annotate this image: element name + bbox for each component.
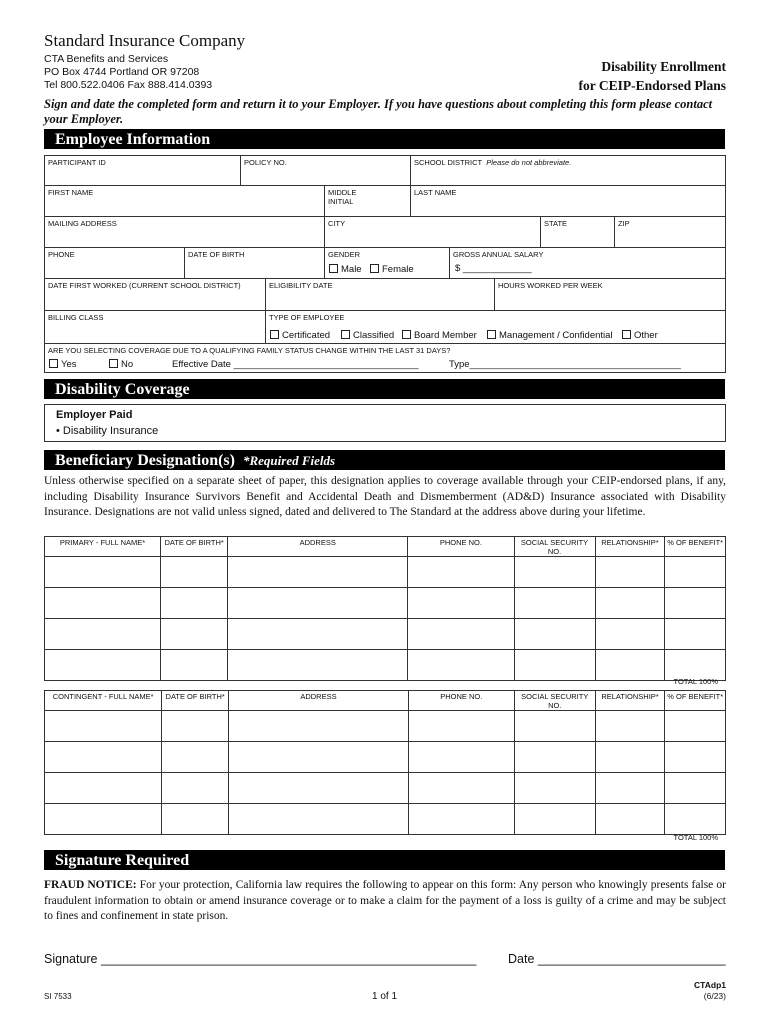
billing-class-field[interactable]: [44, 310, 266, 344]
column-header: SOCIAL SECURITY NO.: [514, 537, 595, 557]
dob-label: DATE OF BIRTH: [188, 250, 245, 259]
table-row[interactable]: [45, 557, 726, 588]
middle-initial-label: MIDDLE INITIAL: [328, 188, 357, 206]
instructions: Sign and date the completed form and return it to your Employer. If you have questions about completing this form please contact your Employer.: [44, 97, 713, 126]
gender-male-option[interactable]: Male: [329, 264, 362, 275]
form-number: SI 7533: [44, 992, 72, 1001]
column-header: % OF BENEFIT*: [665, 691, 726, 711]
type-field[interactable]: Type________________________________________: [449, 359, 681, 370]
date-first-worked-label: DATE FIRST WORKED (CURRENT SCHOOL DISTRICT): [48, 281, 241, 290]
form-title-line: for CEIP-Endorsed Plans: [578, 78, 726, 93]
signature-line[interactable]: Signature ______________________________________________________: [44, 952, 477, 966]
phone-label: PHONE: [48, 250, 75, 259]
policy-no-field[interactable]: [240, 155, 411, 186]
contingent-beneficiary-table: [44, 690, 726, 835]
table-row[interactable]: [45, 711, 726, 742]
first-name-field[interactable]: [44, 185, 325, 217]
participant-id-label: PARTICIPANT ID: [48, 158, 106, 167]
address-line: CTA Benefits and Services: [44, 53, 169, 65]
city-label: CITY: [328, 219, 346, 228]
gender-label: GENDER: [328, 250, 361, 259]
table-row[interactable]: [45, 650, 726, 681]
emp-type-classified[interactable]: Classified: [341, 330, 394, 341]
table-header-row: [45, 691, 726, 711]
column-header: CONTINGENT - FULL NAME*: [45, 691, 162, 711]
middle-initial-field[interactable]: [324, 185, 411, 217]
table-row[interactable]: [45, 804, 726, 835]
company-name: Standard Insurance Company: [44, 31, 246, 50]
column-header: PHONE NO.: [408, 537, 514, 557]
gender-field: [324, 247, 450, 279]
gender-female-option[interactable]: Female: [370, 264, 414, 275]
table-header-row: [45, 537, 726, 557]
date-of-birth-field[interactable]: [184, 247, 325, 279]
table-row[interactable]: [45, 588, 726, 619]
page-number: 1 of 1: [372, 991, 398, 1002]
eligibility-date-field[interactable]: [265, 278, 495, 311]
hours-per-week-label: HOURS WORKED PER WEEK: [498, 281, 603, 290]
column-header: PRIMARY - FULL NAME*: [45, 537, 161, 557]
mailing-address-field[interactable]: [44, 216, 325, 248]
employer-paid-label: Employer Paid: [56, 409, 133, 421]
column-header: DATE OF BIRTH*: [162, 691, 229, 711]
emp-type-certificated[interactable]: Certificated: [270, 330, 330, 341]
zip-field[interactable]: [614, 216, 726, 248]
coverage-item: • Disability Insurance: [56, 425, 159, 437]
male-checkbox[interactable]: [329, 264, 338, 273]
salary-input-line[interactable]: $ _____________: [455, 263, 532, 274]
section-header-coverage: Disability Coverage: [44, 379, 725, 399]
form-code-text: CTAdp1: [694, 980, 726, 990]
state-label: STATE: [544, 219, 568, 228]
eligibility-date-label: ELIGIBILITY DATE: [269, 281, 333, 290]
primary-beneficiary-table: [44, 536, 726, 681]
last-name-field[interactable]: [410, 185, 726, 217]
participant-id-field[interactable]: [44, 155, 241, 186]
type-of-employee-field: [265, 310, 726, 344]
form-code: [694, 980, 726, 1002]
first-name-label: FIRST NAME: [48, 188, 94, 197]
beneficiary-paragraph: Unless otherwise specified on a separate sheet of paper, this designation applies to coverage available through your CEIP-endorsed plans, if any, including Disability Insurance Survivors Benefit and Accidental Death and Dismemberment (AD&D) Insurance associated with Disability Insurance. Designations are not valid unless signed, dated and delivered to The Standard at the address above during your lifetime.: [44, 475, 726, 518]
state-field[interactable]: [540, 216, 615, 248]
fraud-notice: FRAUD NOTICE: For your protection, California law requires the following to appear on this form: Any person who knowingly presents false or fraudulent information to obtain or amend insurance coverage or to make a claim for the payment of a loss is guilty of a crime and may be subject to fines and confinement in state prison.: [44, 879, 726, 922]
mailing-address-label: MAILING ADDRESS: [48, 219, 117, 228]
qualifying-yes-option[interactable]: Yes: [49, 359, 77, 370]
type-of-employee-label: TYPE OF EMPLOYEE: [269, 313, 345, 322]
column-header: ADDRESS: [229, 691, 409, 711]
form-title-line: Disability Enrollment: [601, 59, 726, 74]
emp-type-board-member[interactable]: Board Member: [402, 330, 477, 341]
table-row[interactable]: [45, 619, 726, 650]
coverage-box: [44, 404, 726, 442]
city-field[interactable]: [324, 216, 541, 248]
address-line: Tel 800.522.0406 Fax 888.414.0393: [44, 79, 213, 91]
date-line[interactable]: Date ___________________________: [508, 952, 726, 966]
policy-no-label: POLICY NO.: [244, 158, 287, 167]
emp-type-other[interactable]: Other: [622, 330, 658, 341]
table-row[interactable]: [45, 773, 726, 804]
last-name-label: LAST NAME: [414, 188, 457, 197]
column-header: ADDRESS: [228, 537, 408, 557]
female-checkbox[interactable]: [370, 264, 379, 273]
gross-salary-field[interactable]: [449, 247, 726, 279]
column-header: SOCIAL SECURITY NO.: [514, 691, 595, 711]
address-line: PO Box 4744 Portland OR 97208: [44, 66, 200, 78]
column-header: DATE OF BIRTH*: [161, 537, 228, 557]
column-header: % OF BENEFIT*: [665, 537, 726, 557]
table-row[interactable]: [45, 742, 726, 773]
effective-date-field[interactable]: Effective Date ___________________________________: [172, 359, 419, 370]
qualifying-no-option[interactable]: No: [109, 359, 133, 370]
column-header: PHONE NO.: [408, 691, 514, 711]
column-header: RELATIONSHIP*: [595, 537, 665, 557]
zip-label: ZIP: [618, 219, 630, 228]
section-header-employee: Employee Information: [44, 129, 725, 149]
qualifying-question: ARE YOU SELECTING COVERAGE DUE TO A QUALIFYING FAMILY STATUS CHANGE WITHIN THE LAST 31 DAYS?: [48, 346, 451, 355]
required-fields-note: *Required Fields: [242, 453, 336, 468]
primary-total: TOTAL 100%: [673, 677, 718, 686]
billing-class-label: BILLING CLASS: [48, 313, 104, 322]
form-revision: (6/23): [703, 991, 726, 1001]
hours-per-week-field[interactable]: [494, 278, 726, 311]
gross-salary-label: GROSS ANNUAL SALARY: [453, 250, 544, 259]
section-header-signature: Signature Required: [44, 850, 725, 870]
qualifying-change-field: [44, 343, 726, 373]
section-header-beneficiary: Beneficiary Designation(s) *Required Fields: [44, 450, 725, 470]
form-title: [578, 57, 726, 95]
contingent-total: TOTAL 100%: [673, 833, 718, 842]
date-first-worked-field[interactable]: [44, 278, 266, 311]
emp-type-management[interactable]: Management / Confidential: [487, 330, 613, 341]
phone-field[interactable]: [44, 247, 185, 279]
column-header: RELATIONSHIP*: [595, 691, 665, 711]
school-district-field[interactable]: [410, 155, 726, 186]
school-district-label: SCHOOL DISTRICT Please do not abbreviate.: [414, 158, 572, 167]
